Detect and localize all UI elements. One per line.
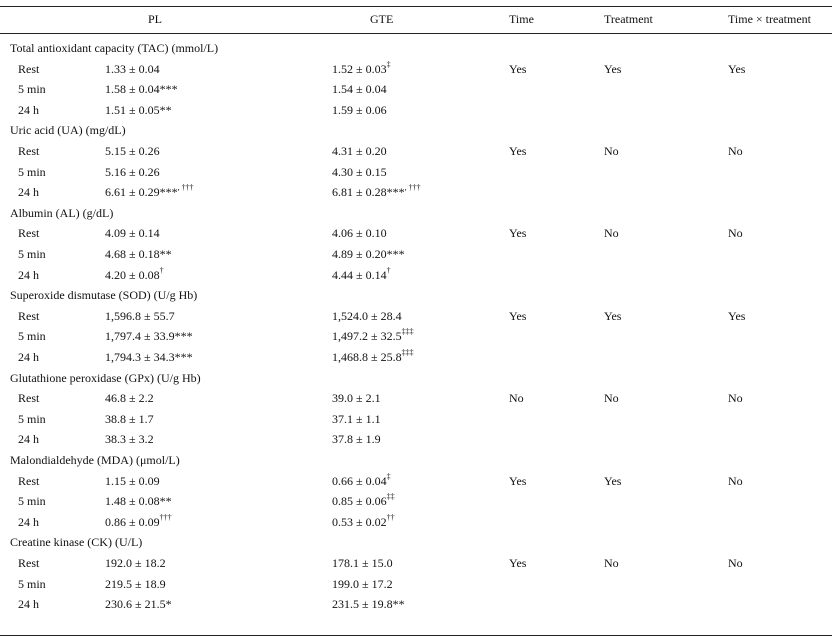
table-row xyxy=(0,223,832,245)
section-title-row xyxy=(0,368,832,390)
gte-value-text: 178.1 ± 15.0 xyxy=(332,556,393,570)
table-row xyxy=(0,491,832,513)
table-row xyxy=(0,594,832,616)
time-effect-text: No xyxy=(509,391,524,406)
timepoint-label-text: 24 h xyxy=(18,514,39,529)
treatment-effect-text: Yes xyxy=(604,473,622,488)
time-effect-text: Yes xyxy=(509,61,527,76)
gte-value-text: 4.31 ± 0.20 xyxy=(332,144,387,158)
gte-value xyxy=(332,512,395,532)
timepoint-label-text: 24 h xyxy=(18,185,39,200)
timepoint-label xyxy=(18,388,39,408)
interaction-effect-text: No xyxy=(728,144,743,158)
time-effect-text: Yes xyxy=(509,556,527,570)
section-title-row xyxy=(0,285,832,307)
pl-value-text: 4.68 ± 0.18** xyxy=(105,247,172,261)
pl-value-text: 1,596.8 ± 55.7 xyxy=(105,308,175,323)
timepoint-label-text: 24 h xyxy=(18,267,39,282)
pl-value-text: 46.8 ± 2.2 xyxy=(105,391,154,406)
timepoint-label xyxy=(18,429,39,449)
pl-value xyxy=(105,265,164,285)
pl-value xyxy=(105,223,160,243)
timepoint-label xyxy=(18,471,39,491)
table-row xyxy=(0,100,832,122)
gte-value xyxy=(332,574,393,594)
top-rule xyxy=(0,6,832,7)
timepoint-label xyxy=(18,326,46,346)
pl-value-text: 1.51 ± 0.05** xyxy=(105,102,172,117)
treatment-effect xyxy=(604,471,621,491)
pl-value-text: 1.58 ± 0.04*** xyxy=(105,82,178,97)
pl-value-text: 192.0 ± 18.2 xyxy=(105,556,166,570)
interaction-effect-text: No xyxy=(728,226,743,241)
gte-value xyxy=(332,182,421,202)
gte-value xyxy=(332,100,387,120)
gte-value-text: 231.5 ± 19.8** xyxy=(332,597,405,612)
pl-value-text: 1,797.4 ± 33.9*** xyxy=(105,329,193,344)
section-title-row xyxy=(0,38,832,60)
pl-value-text: 1.15 ± 0.09 xyxy=(105,473,160,488)
section-title-row xyxy=(0,203,832,225)
gte-value-text: 1,524.0 ± 28.4 xyxy=(332,308,402,323)
timepoint-label-text: 5 min xyxy=(18,247,46,261)
pl-value xyxy=(105,409,154,429)
pl-value-text: 1,794.3 ± 34.3*** xyxy=(105,350,193,364)
interaction-effect xyxy=(728,223,743,243)
time-effect xyxy=(509,59,526,79)
gte-value-text: 4.44 ± 0.14 xyxy=(332,267,387,282)
interaction-effect xyxy=(728,306,745,326)
pl-value-text: 4.20 ± 0.08 xyxy=(105,267,160,282)
pl-value xyxy=(105,429,154,449)
gte-value xyxy=(332,59,391,79)
gte-value xyxy=(332,388,381,408)
timepoint-label xyxy=(18,244,46,264)
pl-value xyxy=(105,306,175,326)
gte-value-text: 1,468.8 ± 25.8 xyxy=(332,350,402,364)
pl-value xyxy=(105,553,166,573)
time-effect xyxy=(509,223,526,243)
timepoint-label-text: 5 min xyxy=(18,494,46,509)
table-row xyxy=(0,59,832,81)
header-gte: GTE xyxy=(370,12,394,26)
treatment-effect xyxy=(604,141,619,161)
gte-value xyxy=(332,429,381,449)
gte-value xyxy=(332,326,414,346)
gte-value-text: 4.89 ± 0.20*** xyxy=(332,247,405,261)
treatment-effect-text: No xyxy=(604,556,619,570)
table-row xyxy=(0,409,832,431)
pl-value xyxy=(105,182,194,202)
pl-value-text: 38.8 ± 1.7 xyxy=(105,411,154,426)
time-effect-text: Yes xyxy=(509,473,527,488)
gte-value xyxy=(332,553,393,573)
timepoint-label-text: Rest xyxy=(18,556,40,570)
pl-value xyxy=(105,388,154,408)
section-title-row xyxy=(0,450,832,472)
timepoint-label-text: Rest xyxy=(18,308,40,323)
table-row xyxy=(0,244,832,266)
gte-value-footnote: , ††† xyxy=(404,183,421,193)
timepoint-label-text: Rest xyxy=(18,61,40,76)
timepoint-label-text: 5 min xyxy=(18,164,46,179)
pl-value xyxy=(105,100,172,120)
time-effect-text: Yes xyxy=(509,226,527,241)
gte-value-text: 39.0 ± 2.1 xyxy=(332,391,381,406)
pl-value-text: 1.33 ± 0.04 xyxy=(105,61,160,76)
gte-value xyxy=(332,594,405,614)
timepoint-label-text: 24 h xyxy=(18,350,39,364)
timepoint-label-text: 24 h xyxy=(18,432,39,447)
timepoint-label-text: Rest xyxy=(18,144,40,158)
treatment-effect xyxy=(604,59,621,79)
table-row xyxy=(0,388,832,410)
gte-value-text: 1.52 ± 0.03 xyxy=(332,61,387,76)
header-pl: PL xyxy=(148,12,163,26)
interaction-effect-text: Yes xyxy=(728,61,746,76)
timepoint-label xyxy=(18,574,46,594)
table-row xyxy=(0,574,832,596)
section-title: Glutathione peroxidase (GPx) (U/g Hb) xyxy=(10,370,201,385)
pl-value xyxy=(105,141,160,161)
interaction-effect-text: No xyxy=(728,391,743,406)
time-effect-text: Yes xyxy=(509,144,527,158)
gte-value xyxy=(332,409,381,429)
gte-value-text: 4.06 ± 0.10 xyxy=(332,226,387,241)
pl-value xyxy=(105,244,172,264)
interaction-effect xyxy=(728,553,743,573)
treatment-effect-text: No xyxy=(604,144,619,158)
interaction-effect xyxy=(728,141,743,161)
timepoint-label-text: Rest xyxy=(18,473,40,488)
gte-value xyxy=(332,223,387,243)
section-title-row xyxy=(0,532,832,554)
pl-value-text: 4.09 ± 0.14 xyxy=(105,226,160,241)
pl-value xyxy=(105,512,172,532)
pl-value-footnote: , ††† xyxy=(177,183,194,193)
table-row xyxy=(0,265,832,287)
pl-value-text: 219.5 ± 18.9 xyxy=(105,576,166,591)
timepoint-label-text: 5 min xyxy=(18,576,46,591)
gte-value-footnote: ‡ xyxy=(386,471,391,481)
table-row xyxy=(0,182,832,204)
gte-value xyxy=(332,79,387,99)
table-row xyxy=(0,347,832,369)
table-row xyxy=(0,79,832,101)
pl-value xyxy=(105,594,172,614)
interaction-effect-text: No xyxy=(728,556,743,570)
gte-value-footnote: ‡‡‡ xyxy=(401,327,414,337)
section-title: Malondialdehyde (MDA) (μmol/L) xyxy=(10,453,180,467)
timepoint-label xyxy=(18,79,46,99)
gte-value-text: 37.8 ± 1.9 xyxy=(332,432,381,447)
gte-value-text: 199.0 ± 17.2 xyxy=(332,576,393,591)
pl-value-text: 1.48 ± 0.08** xyxy=(105,494,172,509)
treatment-effect xyxy=(604,306,621,326)
time-effect xyxy=(509,553,526,573)
gte-value-text: 6.81 ± 0.28*** xyxy=(332,185,405,200)
pl-value xyxy=(105,347,193,367)
gte-value-footnote: ‡ xyxy=(386,59,391,69)
gte-value-footnote: ‡‡‡ xyxy=(401,348,414,357)
gte-value-text: 4.30 ± 0.15 xyxy=(332,164,387,179)
interaction-effect xyxy=(728,59,745,79)
timepoint-label-text: Rest xyxy=(18,391,40,406)
bottom-rule xyxy=(0,635,832,636)
timepoint-label-text: 24 h xyxy=(18,597,39,612)
section-title-row xyxy=(0,120,832,142)
gte-value xyxy=(332,162,387,182)
section-title: Superoxide dismutase (SOD) (U/g Hb) xyxy=(10,288,198,303)
table-row xyxy=(0,162,832,184)
gte-value xyxy=(332,244,405,264)
section-title: Creatine kinase (CK) (U/L) xyxy=(10,535,143,550)
time-effect xyxy=(509,388,524,408)
pl-value-text: 5.16 ± 0.26 xyxy=(105,164,160,179)
pl-value xyxy=(105,471,160,491)
pl-value xyxy=(105,574,166,594)
timepoint-label xyxy=(18,141,39,161)
time-effect xyxy=(509,141,526,161)
timepoint-label xyxy=(18,59,39,79)
timepoint-label xyxy=(18,162,46,182)
time-effect-text: Yes xyxy=(509,308,527,323)
treatment-effect-text: Yes xyxy=(604,61,622,76)
treatment-effect xyxy=(604,553,619,573)
timepoint-label xyxy=(18,491,46,511)
treatment-effect xyxy=(604,388,619,408)
gte-value-text: 1,497.2 ± 32.5 xyxy=(332,329,402,344)
table-row xyxy=(0,471,832,493)
interaction-effect-text: Yes xyxy=(728,308,746,323)
gte-value-text: 37.1 ± 1.1 xyxy=(332,411,381,426)
gte-value xyxy=(332,306,402,326)
pl-value-text: 230.6 ± 21.5* xyxy=(105,597,172,612)
timepoint-label-text: 5 min xyxy=(18,82,46,97)
table-row xyxy=(0,429,832,451)
pl-value-text: 38.3 ± 3.2 xyxy=(105,432,154,447)
treatment-effect-text: Yes xyxy=(604,308,622,323)
table-row xyxy=(0,326,832,348)
gte-value-text: 0.53 ± 0.02 xyxy=(332,514,387,529)
timepoint-label xyxy=(18,100,39,120)
time-effect xyxy=(509,306,526,326)
timepoint-label xyxy=(18,265,39,285)
timepoint-label-text: Rest xyxy=(18,226,40,241)
gte-value-footnote: † xyxy=(386,265,391,275)
section-title: Albumin (AL) (g/dL) xyxy=(10,205,114,220)
gte-value-text: 1.59 ± 0.06 xyxy=(332,102,387,117)
interaction-effect xyxy=(728,471,743,491)
pl-value-text: 0.86 ± 0.09 xyxy=(105,514,160,529)
pl-value-text: 5.15 ± 0.26 xyxy=(105,144,160,158)
gte-value-footnote: ‡‡ xyxy=(386,492,395,502)
timepoint-label xyxy=(18,306,39,326)
pl-value xyxy=(105,162,160,182)
gte-value xyxy=(332,491,395,511)
section-title: Total antioxidant capacity (TAC) (mmol/L) xyxy=(10,41,219,55)
table-row xyxy=(0,512,832,534)
pl-value xyxy=(105,59,160,79)
timepoint-label xyxy=(18,182,39,202)
timepoint-label xyxy=(18,347,39,367)
timepoint-label-text: 5 min xyxy=(18,329,46,344)
timepoint-label xyxy=(18,553,39,573)
treatment-effect-text: No xyxy=(604,226,619,241)
gte-value-text: 0.85 ± 0.06 xyxy=(332,494,387,509)
time-effect xyxy=(509,471,526,491)
timepoint-label xyxy=(18,512,39,532)
pl-value-footnote: † xyxy=(159,265,164,275)
section-title: Uric acid (UA) (mg/dL) xyxy=(10,123,126,138)
timepoint-label-text: 24 h xyxy=(18,102,39,117)
pl-value-footnote: ††† xyxy=(159,512,172,522)
timepoint-label xyxy=(18,409,46,429)
table-row xyxy=(0,553,832,575)
treatment-effect-text: No xyxy=(604,391,619,406)
header-time: Time xyxy=(509,12,534,26)
pl-value xyxy=(105,326,193,346)
pl-value xyxy=(105,491,172,511)
pl-value xyxy=(105,79,178,99)
gte-value-text: 0.66 ± 0.04 xyxy=(332,473,387,488)
gte-value-text: 1.54 ± 0.04 xyxy=(332,82,387,97)
pl-value-text: 6.61 ± 0.29*** xyxy=(105,185,178,200)
header-rule xyxy=(0,33,832,34)
gte-value xyxy=(332,141,387,161)
gte-value-footnote: †† xyxy=(386,512,395,522)
table-row xyxy=(0,306,832,328)
timepoint-label xyxy=(18,594,39,614)
gte-value xyxy=(332,471,391,491)
interaction-effect xyxy=(728,388,743,408)
interaction-effect-text: No xyxy=(728,473,743,488)
timepoint-label-text: 5 min xyxy=(18,411,46,426)
gte-value xyxy=(332,347,414,367)
table-row xyxy=(0,141,832,163)
gte-value xyxy=(332,265,391,285)
header-treatment: Treatment xyxy=(604,12,653,26)
timepoint-label xyxy=(18,223,39,243)
treatment-effect xyxy=(604,223,619,243)
header-time-x-treatment: Time × treatment xyxy=(728,12,811,26)
